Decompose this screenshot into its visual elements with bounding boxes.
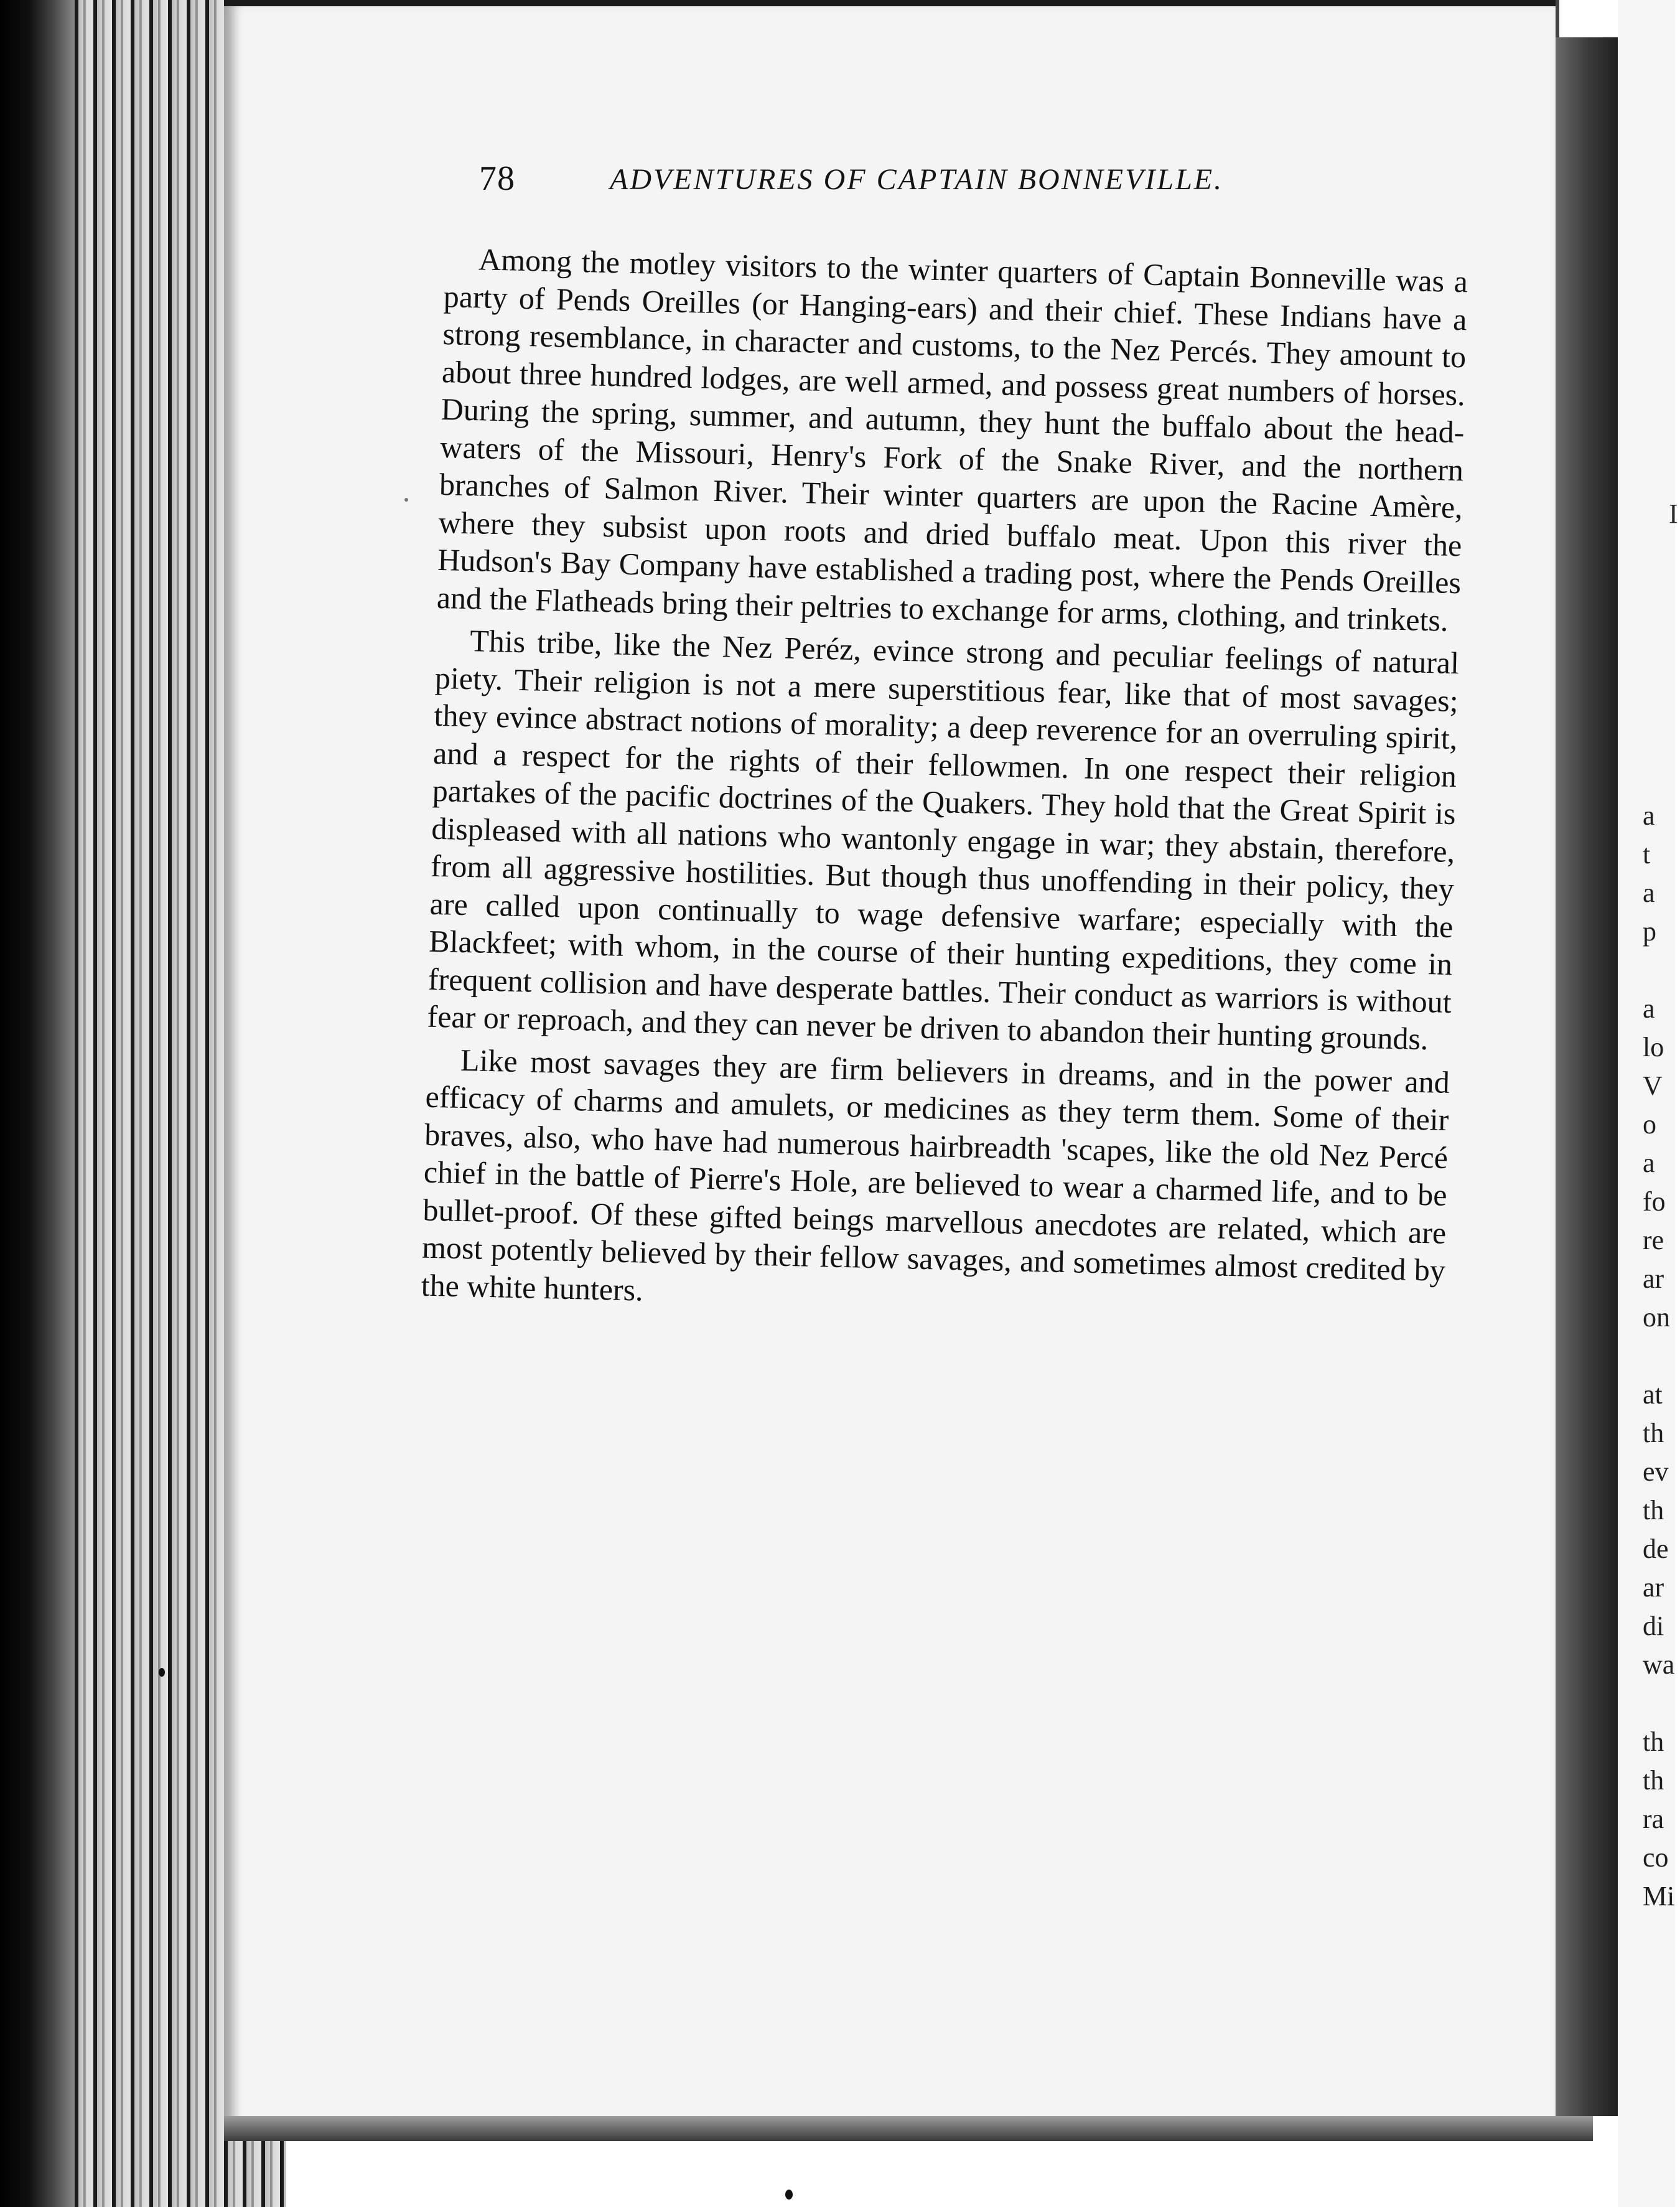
scan-speck bbox=[785, 2190, 793, 2200]
fragment: t bbox=[1643, 839, 1651, 869]
fragment: de bbox=[1643, 1534, 1669, 1564]
fragment: a bbox=[1643, 878, 1655, 908]
fragment: on bbox=[1643, 1302, 1670, 1333]
fragment: ar bbox=[1643, 1263, 1664, 1294]
page-header bbox=[479, 159, 1363, 209]
fragment: th bbox=[1643, 1765, 1664, 1796]
fragment: a bbox=[1643, 800, 1655, 831]
fragment: re bbox=[1643, 1225, 1664, 1255]
binding-shadow bbox=[0, 0, 75, 2207]
page-number: 78 bbox=[479, 159, 515, 198]
fragment: th bbox=[1643, 1727, 1664, 1757]
paragraph: Like most savages they are firm believers in dreams, and in the power and efficacy of charms and amulets, or medicines as they term them. Some of their braves, also, who have had numerous hairbreadth 'scapes, like the old Nez Percé chief in the battle of Pierre's Hole, are believed to wear a charmed life, and to be bullet-proof. Of these gifted beings marvellous anecdotes are related, which are most potently believed by their fellow savages, and sometimes almost credited by the white hunters. bbox=[421, 1042, 1450, 1308]
paragraph: Among the motley visitors to the winter quarters of Captain Bonneville was a party of Pends Oreilles (or Hanging-ears) and their chief. These Indians have a strong resemblance, in character and customs, to the Nez Percés. They amount to about three hundred lodges, are well armed, and possess great numbers of horses. During the spring, summer, and autumn, they hunt the buffalo about the head-waters of the Missouri, Henry's Fork of the Snake River, and the northern branches of Salmon River. Their winter quarters are upon the Racine Amère, where they subsist upon roots and dried buffalo meat. Upon this river the Hudson's Bay Company have established a trading post, where the Pends Oreilles and the Flatheads bring their peltries to exchange for arms, clothing, and trinkets. bbox=[436, 241, 1468, 638]
fragment: lo bbox=[1643, 1032, 1664, 1062]
page-bottom-edge bbox=[224, 2116, 1593, 2141]
fragment: ar bbox=[1643, 1572, 1664, 1603]
facing-page-marker: I bbox=[1669, 499, 1678, 529]
scan-speck bbox=[404, 498, 408, 502]
running-head: ADVENTURES OF CAPTAIN BONNEVILLE. bbox=[610, 163, 1224, 196]
fragment: di bbox=[1643, 1611, 1664, 1641]
facing-page-text-fragments bbox=[1643, 797, 1680, 1916]
fragment: a bbox=[1643, 1148, 1655, 1178]
fragment: V bbox=[1643, 1071, 1663, 1101]
page-top-edge bbox=[224, 0, 1556, 6]
fragment: Mi bbox=[1643, 1881, 1675, 1911]
fragment: p bbox=[1643, 916, 1656, 947]
paragraph: This tribe, like the Nez Peréz, evince strong and peculiar feelings of natural piety. Their religion is not a mere superstitious fear, like that of most savages; they evince abstract notions of morality; a deep reverence for an overruling spirit, and a respect for the rights of their fellowmen. In one respect their religion partakes of the pacific doctrines of the Quakers. They hold that the Great Spirit is displeased with all nations who wantonly engage in war; they abstain, therefore, from all aggressive hostilities. But though thus unoffending in their policy, they are called upon continually to wage defensive warfare; especially with the Blackfeet; with whom, in the course of their hunting expeditions, they come in frequent collision and have desperate battles. Their conduct as warriors is without fear or reproach, and they can never be driven to abandon their hunting grounds. bbox=[427, 623, 1460, 1057]
scan-speck bbox=[159, 1668, 165, 1677]
fragment: fo bbox=[1643, 1186, 1666, 1217]
body-text bbox=[421, 240, 1468, 1332]
fragment: th bbox=[1643, 1495, 1664, 1525]
fragment: at bbox=[1643, 1379, 1663, 1410]
fragment: co bbox=[1643, 1842, 1669, 1873]
fragment: wa bbox=[1643, 1649, 1675, 1680]
fragment: th bbox=[1643, 1418, 1664, 1448]
fragment: a bbox=[1643, 993, 1655, 1024]
fragment: o bbox=[1643, 1109, 1656, 1140]
fragment: ra bbox=[1643, 1804, 1664, 1834]
fragment: ev bbox=[1643, 1456, 1669, 1487]
